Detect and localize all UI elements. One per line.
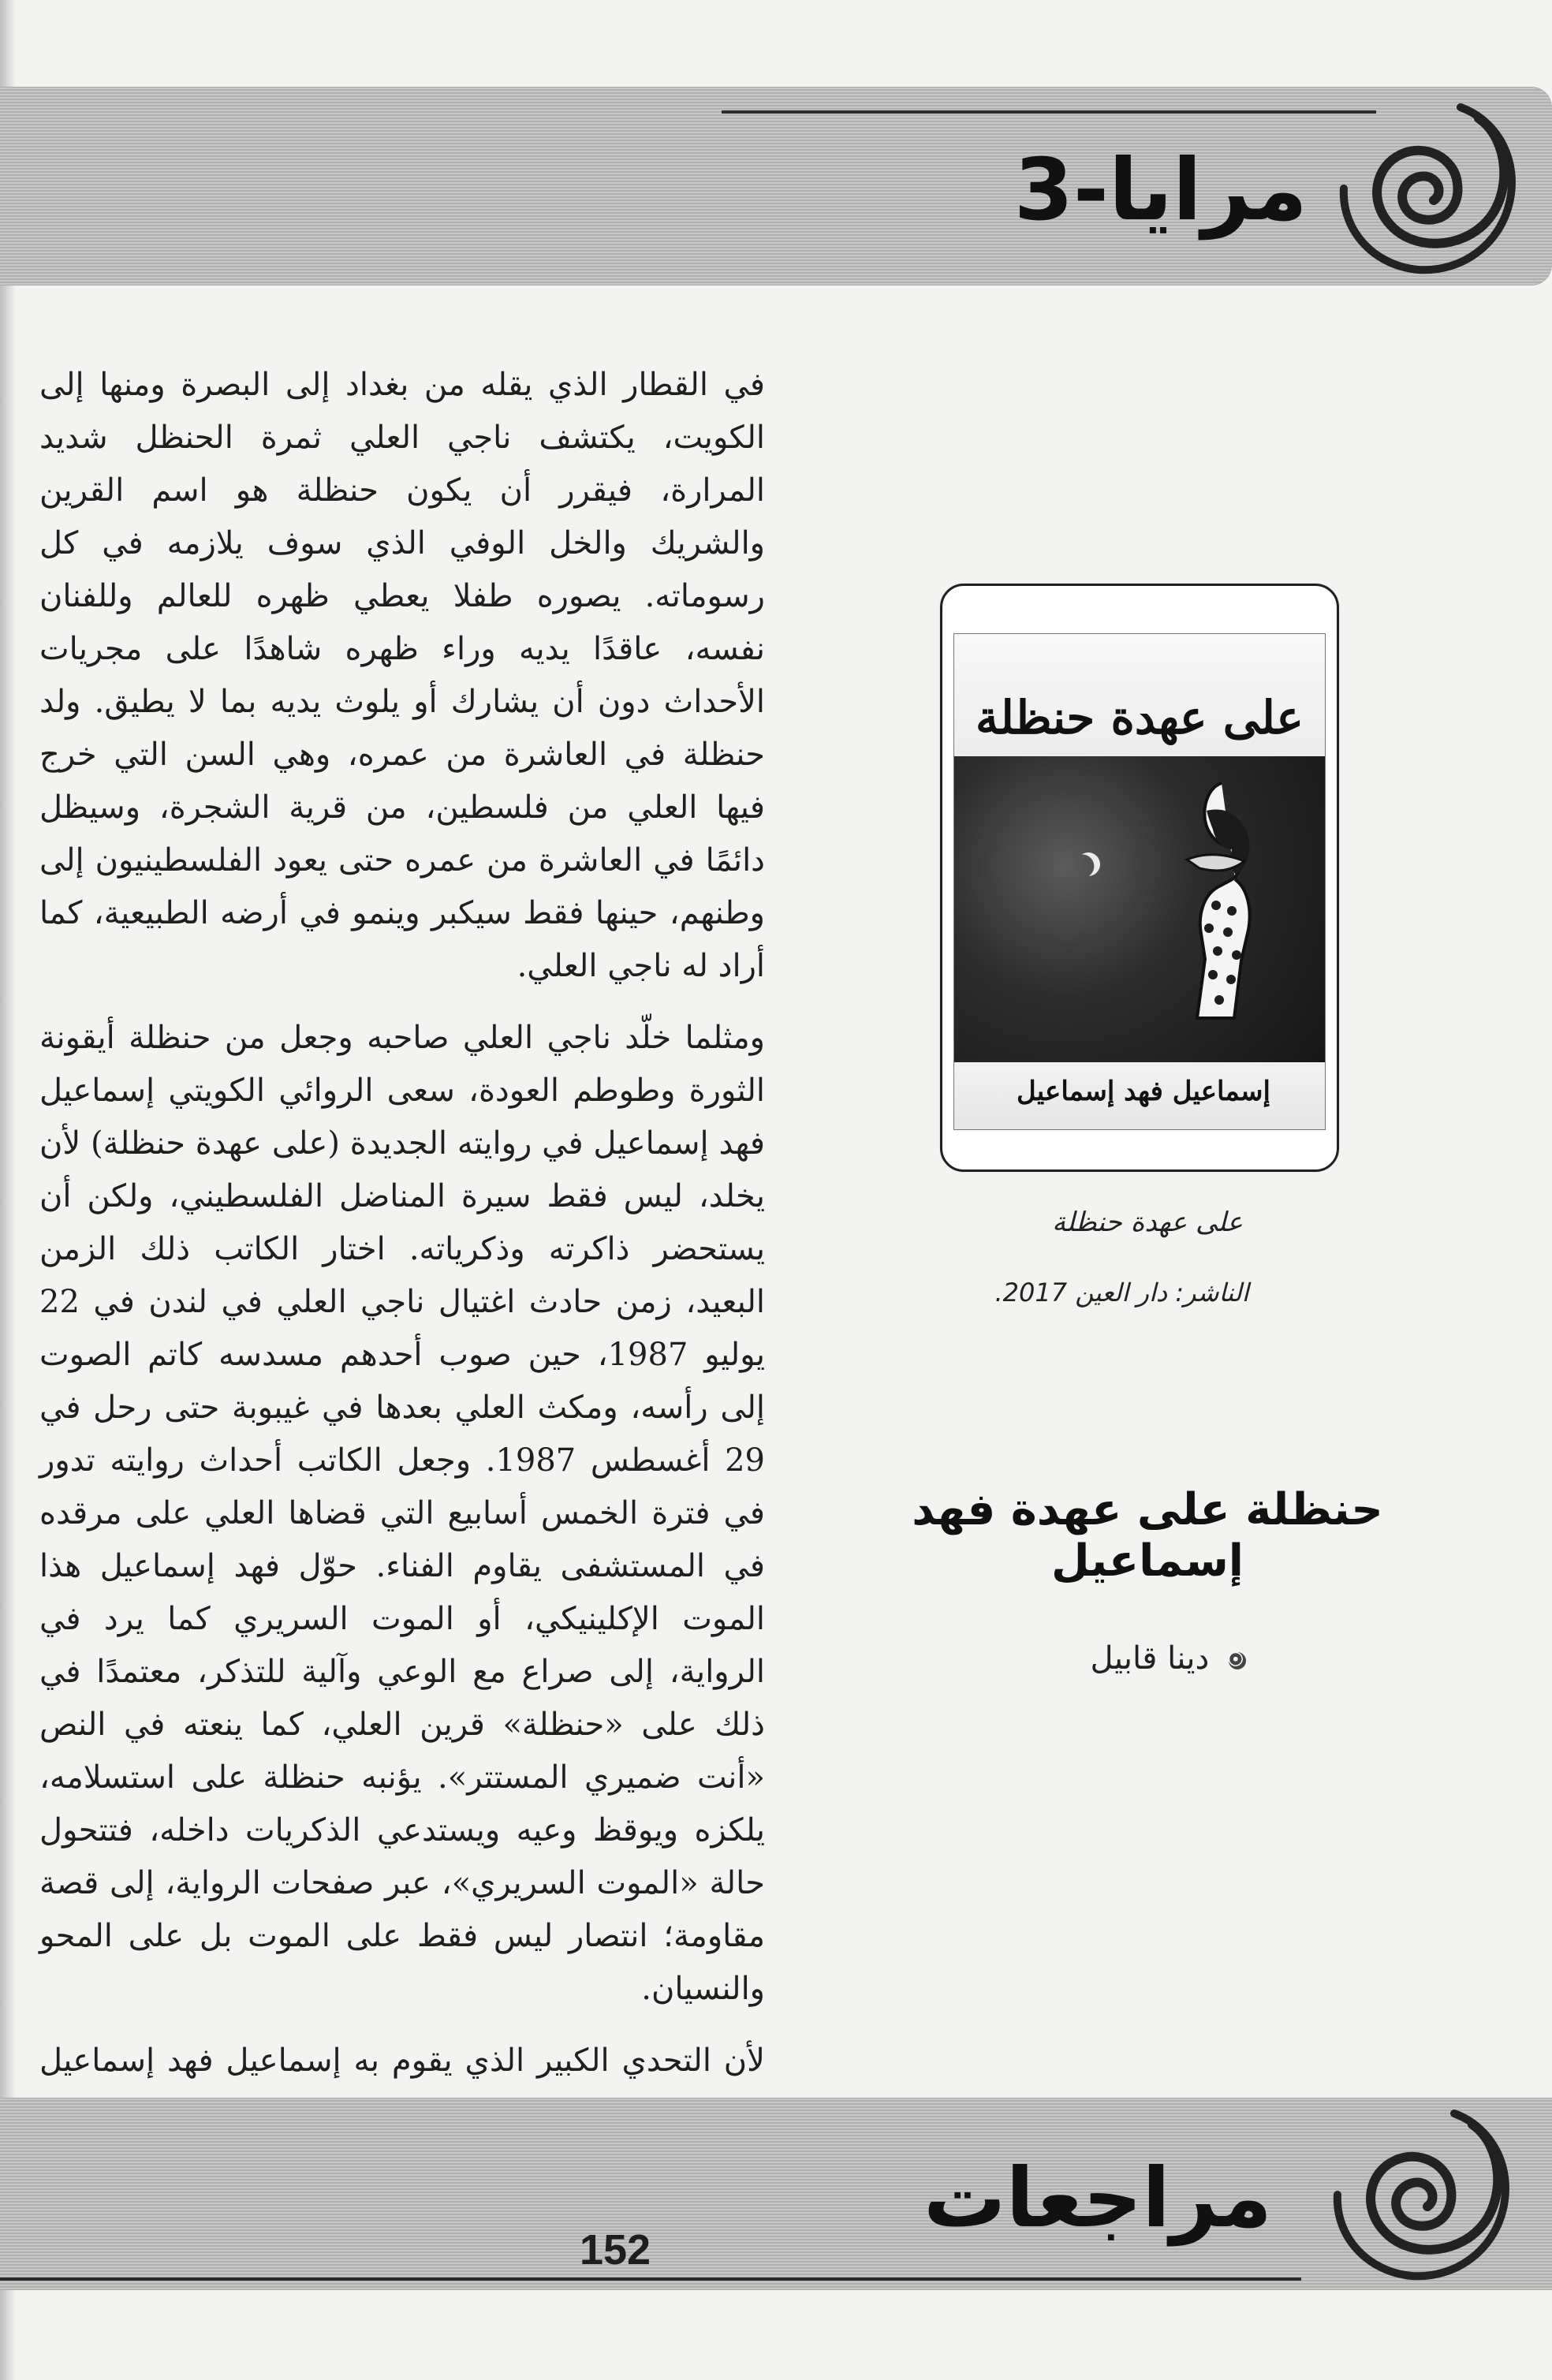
cover-author: إسماعيل فهد إسماعيل [1017,1076,1270,1107]
author-name: دينا قابيل [1090,1640,1210,1677]
cover-caption-title: على عهدة حنظلة [1052,1207,1243,1238]
cover-caption-publisher: الناشر: دار العين 2017. [994,1278,1249,1308]
author-bullet-icon [1229,1652,1246,1669]
article-body [39,359,765,2318]
book-cover [953,633,1326,1130]
body-paragraph-2: ومثلما خلّد ناجي العلي صاحبه وجعل من حنظلة أيقونة الثورة وطوطم العودة، سعى الروائي الكويتي إسماعيل فهد إسماعيل في روايته الجديدة (على عهدة حنظلة) لأن يخلد، ليس فقط سيرة المناضل الفلسطيني، ولكن أن يستحضر ذاكرته وذكرياته. اختار الكاتب ذلك الزمن البعيد، زمن حادث اغتيال ناجي العلي في لندن في 22 يوليو 1987، حين صوب أحدهم مسدسه كاتم الصوت إلى رأسه، ومكث العلي بعدها في غيبوبة حتى رحل في 29 أغسطس 1987. وجعل الكاتب أحداث روايته تدور في فترة الخمس أسابيع التي قضاها العلي على مرقده في المستشفى يقاوم الفناء. حوّل فهد إسماعيل هذا الموت الإكلينيكي، أو الموت السريري كما يرد في الرواية، إلى صراع مع الوعي وآلية للتذكر، معتمدًا في ذلك على «حنظلة» قرين العلي، كما ينعته في النص «أنت ضميري المستتر». يؤنبه حنظلة على استسلامه، يلكزه ويوقظ وعيه ويستدعي الذكريات داخله، فتتحول حالة «الموت السريري»، عبر صفحات الرواية، إلى قصة مقاومة؛ انتصار ليس فقط على الموت بل على المحو والنسيان. [39,1020,766,2007]
header-band [0,87,1552,285]
cover-title: على عهدة حنظلة [976,691,1304,744]
header-spiral-icon [1333,93,1522,282]
footer-band [0,2098,1552,2290]
author-line [1017,1640,1246,1677]
article-title: حنظلة على عهدة فهد إسماعيل [912,1484,1383,1587]
page-number: 152 [579,2226,651,2274]
book-cover-frame [940,584,1339,1172]
body-paragraph-3: لأن التحدي الكبير الذي يقوم به إسماعيل فهد إسماعيل [39,2042,765,2079]
footer-title: مراجعات [923,2150,1272,2246]
footer-spiral-icon [1326,2099,1516,2289]
woman-figure-illustration [1159,768,1278,1028]
header-title: مرايا-3 [1013,141,1308,240]
page-edge-shadow [0,0,16,2380]
header-rule [722,110,1376,114]
footer-rule [0,2277,1301,2281]
body-paragraph-1: في القطار الذي يقله من بغداد إلى البصرة ومنها إلى الكويت، يكتشف ناجي العلي ثمرة الحنظل شديد المرارة، فيقرر أن يكون حنظلة هو اسم القرين والشريك والخل الوفي الذي سوف يلازمه في كل رسوماته. يصوره طفلا يعطي ظهره للعالم وللفنان نفسه، عاقدًا يديه وراء ظهره شاهدًا على مجريات الأحداث دون أن يشارك أو يلوث يديه بما لا يطيق. ولد حنظلة في العاشرة من عمره، وهي السن التي خرج فيها العلي من فلسطين، من قرية الشجرة، وسيظل دائمًا في العاشرة من عمره حتى يعود الفلسطينيون إلى وطنهم، حينها فقط سيكبر وينمو في أرضه الطبيعية، كما أراد له ناجي العلي. [39,367,766,984]
